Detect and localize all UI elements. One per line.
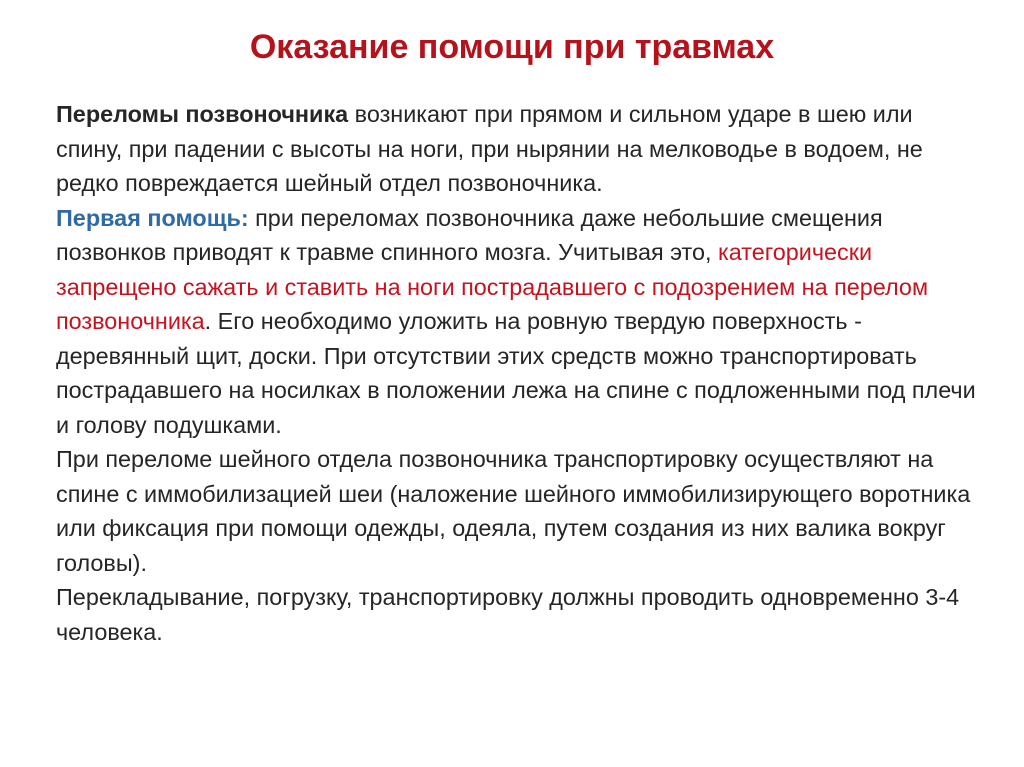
first-aid-text-before: при переломах позвоночника даже небольшие смещения позвонков приводят к травме спинного мозга. Учитывая это, — [56, 204, 883, 265]
paragraph-cervical: При переломе шейного отдела позвоночника транспортировку осуществляют на спине с иммобилизацией шеи (наложение шейного иммобилизирующего воротника или фиксация при помощи одежды, одеяла, путем создания из них валика вокруг головы). — [56, 446, 971, 576]
paragraph-first-aid — [56, 201, 976, 443]
slide-title: Оказание помощи при травмах — [249, 28, 775, 66]
paragraph-transport: Перекладывание, погрузку, транспортировку должны проводить одновременно 3-4 человека. — [56, 584, 960, 645]
paragraph-fractures — [56, 97, 976, 201]
fractures-description: возникают при прямом и сильном ударе в шею или спину, при падении с высоты на ноги, при нырянии на мелководье в водоем, не редко повреждается шейный отдел позвоночника. — [56, 101, 923, 196]
first-aid-text-after: . Его необходимо уложить на ровную твердую поверхность - деревянный щит, доски. При отсутствии этих средств можно транспортировать пострадавшего на носилках в положении лежа на спине с подложенными под плечи и голову подушками. — [56, 308, 976, 438]
first-aid-label: Первая помощь: — [56, 204, 249, 231]
term-spine-fractures: Переломы позвоночника — [56, 101, 349, 127]
slide-body — [56, 97, 976, 649]
first-aid-warning: категорически запрещено сажать и ставить на ноги пострадавшего с подозрением на перелом позвоночника — [56, 239, 929, 334]
